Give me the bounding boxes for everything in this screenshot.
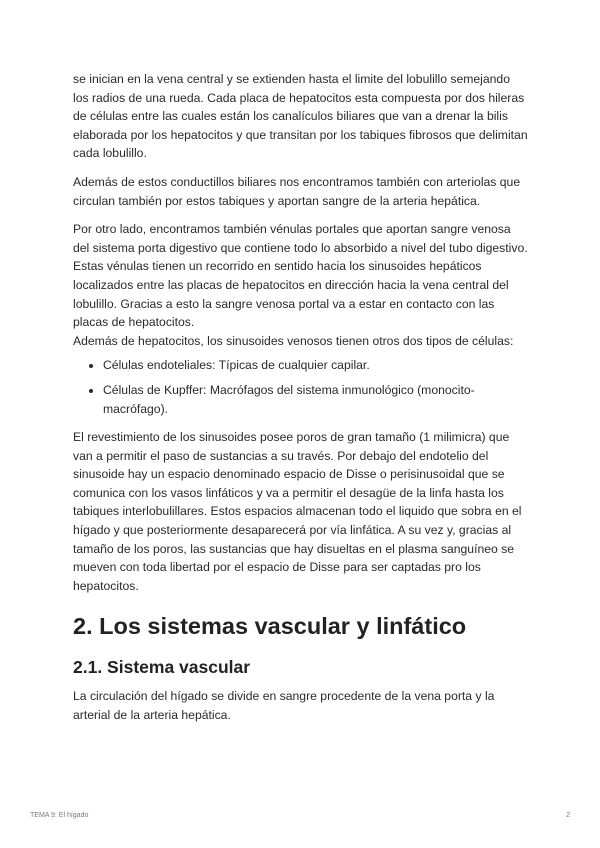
document-body xyxy=(73,70,528,735)
paragraph-arteriolas: Además de estos conductillos biliares nos encontramos también con arteriolas que circulan también por estos tabiques y aportan sangre de la arteria hepática. xyxy=(73,174,521,208)
paragraph-venulas-portales: Por otro lado, encontramos también vénulas portales que aportan sangre venosa del sistema porta digestivo que contiene todo lo absorbido a nivel del tubo digestivo. Estas vénulas tienen un recorrido en sentido hacia los sinusoides hepáticos localizados entre las placas de hepatocitos en dirección hacia la vena central del lobulillo. Gracias a esto la sangre venosa portal va a estar en contacto con las placas de hepatocitos. xyxy=(73,222,528,330)
paragraph-sinusoides: El revestimiento de los sinusoides posee poros de gran tamaño (1 milimicra) que van a permitir el paso de sustancias a su través. Por debajo del endotelio del sinusoide hay un espacio denominado espacio de Disse o perisinusoidal que se comunica con los vasos linfáticos y va a permitir el desagüe de la linfa hasta los tabiques interlobulillares. Estos espacios almacenan todo el liquido que sobra en el hígado y que posteriormente desaparecerá por vía linfática. A su vez y, gracias al tamaño de los poros, las sustancias que hay disueltas en el plasma sanguíneo se mueven con toda libertad por el espacio de Disse para ser captadas pro los hepatocitos. xyxy=(73,430,522,593)
cell-types-list xyxy=(73,356,528,418)
paragraph-lobulillo: se inician en la vena central y se extienden hasta el limite del lobulillo semejando los radios de una rueda. Cada placa de hepatocitos esta compuesta por dos hileras de células entre las cuales están los canalículos biliares que van a drenar la bilis elaborada por los hepatocitos y que transitan por los tabiques fibrosos que delimitan cada lobulillo. xyxy=(73,72,528,161)
footer-title: TEMA 9: El hígado xyxy=(30,812,89,819)
list-item: • Células endoteliales: Típicas de cualquier capilar. xyxy=(103,356,528,375)
paragraph-tipos-celulas: Además de hepatocitos, los sinusoides venosos tienen otros dos tipos de células: xyxy=(73,333,514,348)
list-item: • Células de Kupffer: Macrófagos del sistema inmunológico (monocito-macrófago). xyxy=(103,381,528,418)
paragraph-circulacion: La circulación del hígado se divide en sangre procedente de la vena porta y la arterial de la arteria hepática. xyxy=(73,689,495,723)
section-heading: 2. Los sistemas vascular y linfático xyxy=(73,613,467,640)
subsection-heading: 2.1. Sistema vascular xyxy=(73,657,251,678)
page-number: 2 xyxy=(566,812,570,819)
